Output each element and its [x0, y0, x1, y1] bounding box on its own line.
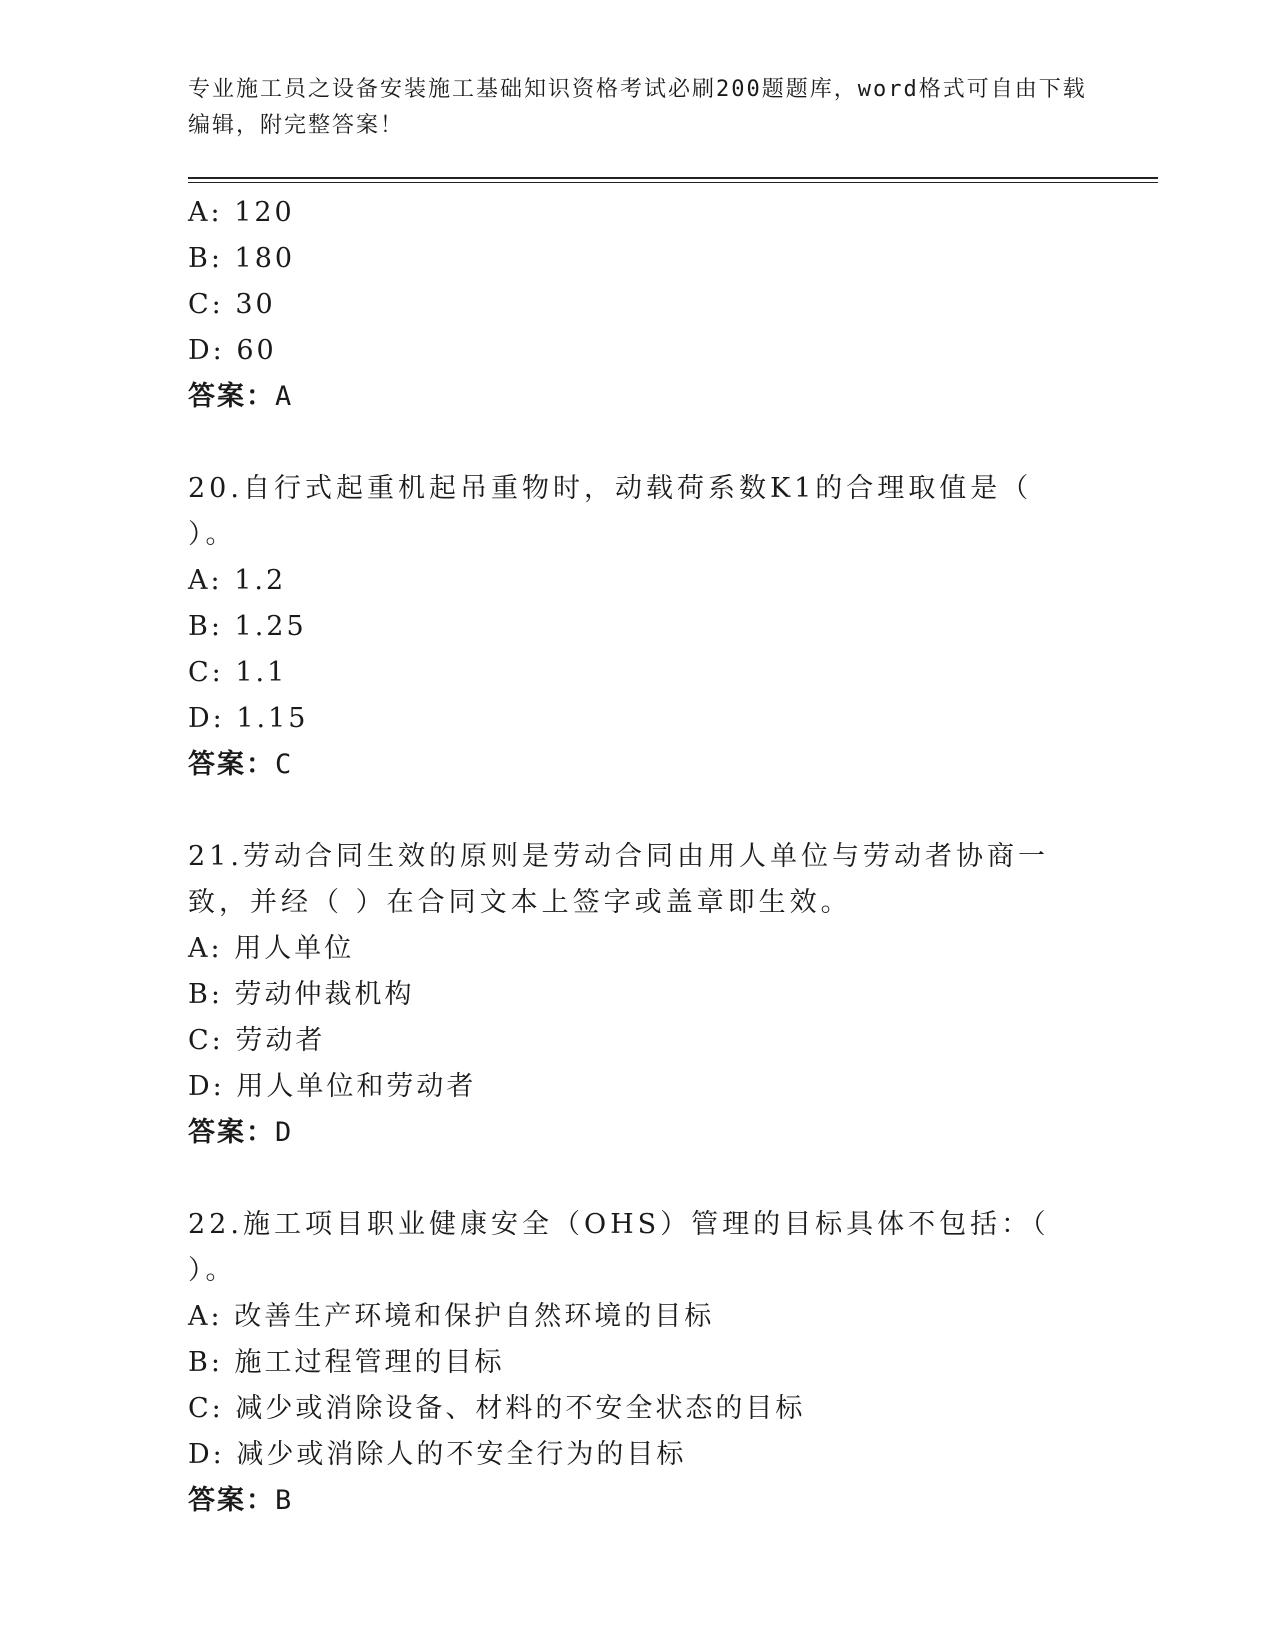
question-21: [188, 834, 1088, 1156]
question-22: [188, 1202, 1088, 1524]
option-b: B: 劳动仲裁机构: [188, 979, 415, 1010]
answer-line: 答案：C: [188, 749, 294, 780]
option-b: B: 180: [188, 243, 296, 274]
option-c: C: 30: [188, 289, 276, 320]
question-20: [188, 466, 1088, 788]
option-c: C: 减少或消除设备、材料的不安全状态的目标: [188, 1393, 806, 1424]
answer-line: 答案：B: [188, 1485, 294, 1516]
document-header: [188, 72, 1088, 144]
question-list: [188, 190, 1088, 1524]
option-b: B: 施工过程管理的目标: [188, 1347, 505, 1378]
option-d: D: 60: [188, 335, 277, 366]
option-b: B: 1.25: [188, 611, 307, 642]
option-d: D: 用人单位和劳动者: [188, 1071, 477, 1102]
answer-line: 答案：D: [188, 1117, 294, 1148]
answer-line: 答案：A: [188, 381, 294, 412]
option-a: A: 120: [188, 197, 295, 228]
option-c: C: 劳动者: [188, 1025, 326, 1056]
question-text: 20.自行式起重机起吊重物时，动载荷系数K1的合理取值是（ ）。: [188, 473, 1033, 550]
header-divider: [188, 177, 1158, 179]
option-c: C: 1.1: [188, 657, 288, 688]
question-text: 21.劳动合同生效的原则是劳动合同由用人单位与劳动者协商一致，并经（ ）在合同文本上签字或盖章即生效。: [188, 841, 1049, 918]
option-a: A: 用人单位: [188, 933, 355, 964]
header-divider-thin: [188, 182, 1158, 183]
header-title: 专业施工员之设备安装施工基础知识资格考试必刷200题题库，word格式可自由下载编辑，附完整答案！: [188, 77, 1087, 138]
option-d: D: 1.15: [188, 703, 309, 734]
option-a: A: 1.2: [188, 565, 287, 596]
question-19: [188, 190, 1088, 420]
question-text: 22.施工项目职业健康安全（OHS）管理的目标具体不包括：（ ）。: [188, 1209, 1050, 1286]
option-d: D: 减少或消除人的不安全行为的目标: [188, 1439, 687, 1470]
option-a: A: 改善生产环境和保护自然环境的目标: [188, 1301, 715, 1332]
